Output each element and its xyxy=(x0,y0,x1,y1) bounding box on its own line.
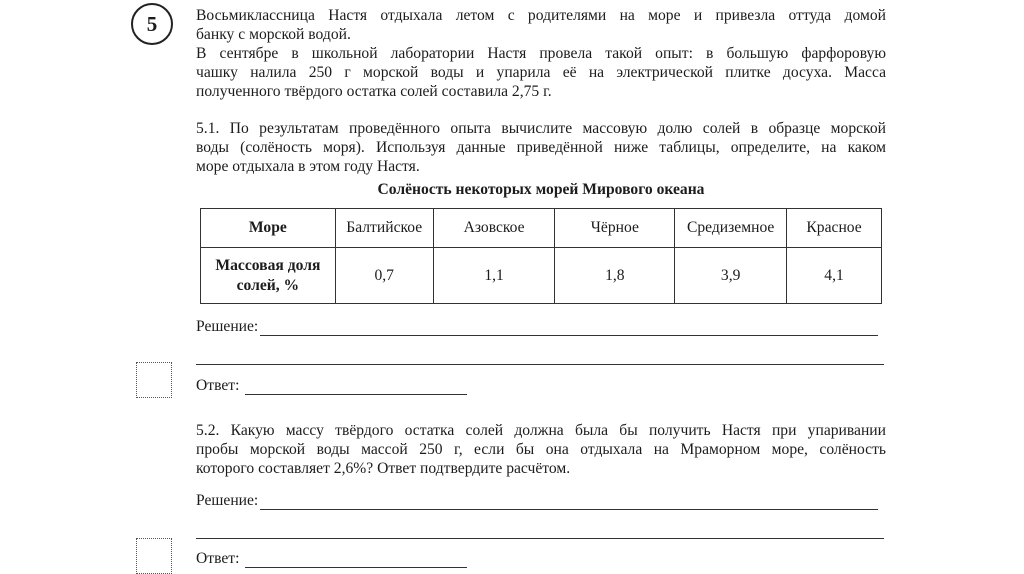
answer-line[interactable] xyxy=(245,551,467,568)
question-line: 5.1. По результатам проведённого опыта вычислите массовую долю солей в образце морской xyxy=(196,120,886,137)
sea-name-cell: Азовское xyxy=(433,209,555,248)
question-line: море отдыхала в этом году Настя. xyxy=(196,158,420,175)
table-header-row xyxy=(201,209,882,248)
question-line: которого составляет 2,6%? Ответ подтвердите расчётом. xyxy=(196,460,571,477)
question-line: воды (солёность моря). Используя данные приведённой ниже таблицы, определите, на каком xyxy=(196,139,886,156)
intro-line: В сентябре в школьной лаборатории Настя провела такой опыт: в большую фарфоровую xyxy=(196,45,886,62)
task-number-badge xyxy=(131,3,173,45)
intro-line: чашку налила 250 г морской воды и упарила её на электрической плитке досуха. Масса xyxy=(196,64,886,81)
sea-name-cell: Красное xyxy=(787,209,882,248)
intro-line: Восьмиклассница Настя отдыхала летом с родителями на море и привезла оттуда домой xyxy=(196,7,886,24)
answer-label: Ответ: xyxy=(196,550,240,567)
score-box[interactable] xyxy=(136,538,172,574)
sea-name-cell: Балтийское xyxy=(335,209,433,248)
answer-label: Ответ: xyxy=(196,377,240,394)
table-value-row xyxy=(201,248,882,304)
task-number: 5 xyxy=(146,11,158,36)
table-title: Солёность некоторых морей Мирового океана xyxy=(377,181,705,198)
solution-line-extra[interactable] xyxy=(196,538,884,539)
solution-row-1 xyxy=(196,318,878,336)
score-box[interactable] xyxy=(136,362,172,398)
task-intro xyxy=(196,6,886,101)
intro-line: банку с морской водой. xyxy=(196,26,351,43)
solution-line-extra[interactable] xyxy=(196,364,884,365)
solution-row-2 xyxy=(196,492,878,510)
solution-label: Решение: xyxy=(196,492,259,509)
solution-line[interactable] xyxy=(260,493,878,510)
salinity-table xyxy=(200,208,882,304)
salinity-value-cell: 0,7 xyxy=(335,248,433,304)
answer-row-2 xyxy=(196,550,467,568)
intro-line: полученного твёрдого остатка солей составила 2,75 г. xyxy=(196,83,552,100)
question-5-2 xyxy=(196,421,886,478)
salinity-value-cell: 4,1 xyxy=(787,248,882,304)
question-line: пробы морской воды массой 250 г, если бы она отдыхала на Мраморном море, солёность xyxy=(196,441,886,458)
solution-line[interactable] xyxy=(260,319,878,336)
sea-name-cell: Средиземное xyxy=(675,209,787,248)
question-line: 5.2. Какую массу твёрдого остатка солей должна была бы получить Настя при упаривании xyxy=(196,422,886,439)
header-cell-sea: Море xyxy=(201,209,336,248)
salinity-value-cell: 3,9 xyxy=(675,248,787,304)
sea-name-cell: Чёрное xyxy=(555,209,675,248)
header-cell-salinity: Массовая доля солей, % xyxy=(201,248,336,304)
salinity-value-cell: 1,8 xyxy=(555,248,675,304)
solution-label: Решение: xyxy=(196,318,259,335)
answer-line[interactable] xyxy=(245,378,467,395)
question-5-1 xyxy=(196,119,886,176)
answer-row-1 xyxy=(196,377,467,395)
salinity-value-cell: 1,1 xyxy=(433,248,555,304)
